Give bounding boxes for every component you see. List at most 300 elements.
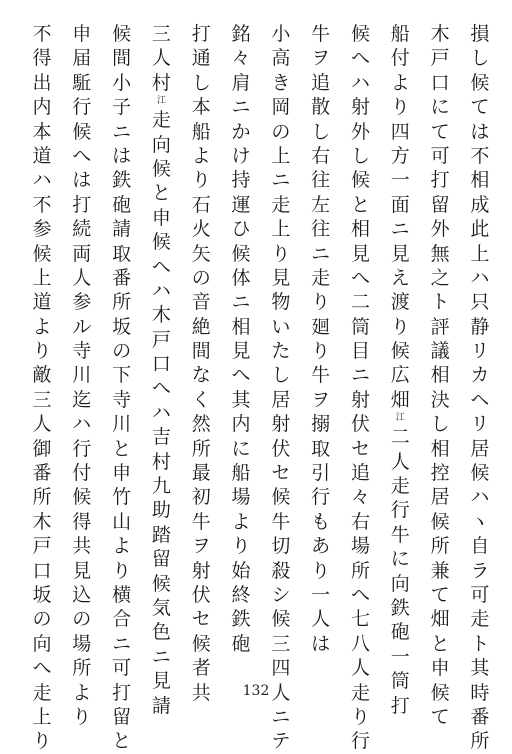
glyph: 行 [350,730,370,753]
text-column [70,22,94,728]
glyph: 共 [72,535,92,558]
glyph: 只 [470,291,490,314]
glyph: ハ [151,401,171,424]
glyph: 往 [311,169,331,192]
glyph: 候 [430,681,450,704]
glyph: 三 [32,388,52,411]
text-column [189,22,213,704]
glyph: 寺 [112,388,132,411]
glyph: 見 [231,340,251,363]
glyph: 運 [231,193,251,216]
glyph: ひ [231,218,251,241]
glyph: 申 [430,657,450,680]
glyph: 木 [430,23,450,45]
text-segment [390,22,410,412]
glyph: 付 [72,462,92,485]
glyph: ニ [390,218,410,241]
glyph: 外 [430,218,450,241]
glyph: 請 [112,218,132,241]
glyph: 留 [151,548,171,571]
glyph: 候 [350,23,370,45]
glyph: 人 [390,450,410,473]
glyph: 候 [430,510,450,533]
glyph: 得 [72,510,92,533]
glyph: ニ [311,242,331,265]
glyph: し [311,120,331,143]
glyph: け [231,144,251,167]
glyph: 寺 [72,340,92,363]
glyph: り [191,169,211,192]
glyph: 駈 [72,71,92,94]
glyph: 走 [311,266,331,289]
text-segment [311,363,331,583]
text-column [30,22,54,753]
glyph: 見 [72,559,92,582]
glyph: 気 [151,596,171,619]
glyph: 評 [430,315,450,338]
text-segment [311,22,331,144]
glyph: へ [72,144,92,167]
glyph: へ [350,583,370,606]
text-segment [32,266,52,437]
glyph: 共 [191,681,211,704]
glyph: 砲 [390,621,410,644]
glyph: 坂 [32,583,52,606]
glyph: へ [231,364,251,387]
glyph: 候 [112,23,132,45]
glyph: 搦 [311,413,331,436]
glyph: 筒 [390,670,410,693]
text-segment [191,95,211,412]
text-column [428,22,452,728]
glyph: て [430,120,450,143]
glyph: 江 [156,96,166,107]
glyph: き [271,71,291,94]
glyph: 廻 [311,315,331,338]
text-column [388,22,412,717]
glyph: り [311,291,331,314]
glyph: よ [390,71,410,94]
glyph: 届 [72,47,92,70]
glyph: 子 [112,96,132,119]
glyph: 方 [390,144,410,167]
text-column [349,22,373,753]
glyph: 戸 [32,535,52,558]
glyph: と [112,437,132,460]
glyph: 村 [151,71,171,94]
glyph: 走 [390,475,410,498]
text-segment [311,144,331,364]
glyph: 二 [350,291,370,314]
glyph: 畑 [390,388,410,411]
glyph: り [271,242,291,265]
glyph: 場 [231,486,251,509]
glyph: 打 [430,169,450,192]
glyph: 内 [32,96,52,119]
glyph: 川 [112,413,132,436]
glyph: セ [271,462,291,485]
text-segment [32,120,52,266]
glyph: 人 [350,657,370,680]
glyph: 人 [311,608,331,631]
glyph: よ [231,510,251,533]
glyph: 銘 [231,23,251,45]
text-column [110,22,134,753]
glyph: ニ [271,705,291,728]
glyph: 音 [191,291,211,314]
text-segment [151,108,171,303]
glyph: 相 [350,218,370,241]
glyph: 控 [430,462,450,485]
glyph: 申 [112,462,132,485]
glyph: 最 [191,462,211,485]
glyph: 得 [32,47,52,70]
glyph: 初 [191,486,211,509]
glyph: 損 [470,23,490,45]
glyph: ヽ [470,510,490,533]
glyph: 候 [271,608,291,631]
glyph: 所 [112,291,132,314]
glyph: へ [151,255,171,278]
glyph: 助 [151,499,171,522]
glyph: 可 [470,583,490,606]
glyph: り [72,705,92,728]
glyph: ニ [151,645,171,668]
glyph: 出 [32,71,52,94]
glyph: へ [350,47,370,70]
glyph: 留 [430,193,450,216]
text-segment [390,425,410,523]
glyph: は [72,169,92,192]
glyph: り [231,535,251,558]
glyph: 上 [32,705,52,728]
glyph: 高 [271,47,291,70]
glyph: よ [32,315,52,338]
glyph: ハ [470,486,490,509]
glyph: ハ [32,169,52,192]
glyph: 牛 [271,510,291,533]
glyph: よ [191,144,211,167]
text-segment [351,290,371,461]
glyph: 船 [390,23,410,45]
text-segment [430,437,450,559]
glyph: 其 [470,657,490,680]
glyph: 人 [32,413,52,436]
glyph: 続 [72,218,92,241]
glyph: ハ [470,266,490,289]
glyph: 所 [470,730,490,753]
glyph: 伏 [350,413,370,436]
glyph: 行 [390,499,410,522]
glyph: 上 [470,242,490,265]
glyph: 四 [271,657,291,680]
glyph: 迄 [72,388,92,411]
glyph: 三 [271,632,291,655]
glyph: 々 [231,47,251,70]
glyph: 一 [390,645,410,668]
glyph: 向 [151,133,171,156]
glyph: 然 [191,413,211,436]
glyph: 所 [430,535,450,558]
glyph: 上 [271,144,291,167]
glyph: 道 [32,291,52,314]
glyph: リ [470,413,490,436]
glyph: 坂 [112,315,132,338]
glyph: 候 [151,157,171,180]
glyph: と [151,182,171,205]
glyph: り [112,559,132,582]
text-segment [470,534,490,754]
glyph: 色 [151,621,171,644]
glyph: ニ [231,291,251,314]
glyph: 一 [390,169,410,192]
glyph: え [390,266,410,289]
glyph: も [311,510,331,533]
glyph: 走 [32,681,52,704]
text-column [309,22,333,655]
glyph: 相 [231,315,251,338]
interlinear-note [151,95,171,108]
text-segment [390,596,410,718]
glyph: 絶 [191,315,211,338]
glyph: 取 [112,242,132,265]
text-segment [72,559,92,730]
glyph: 砲 [231,632,251,655]
glyph: 岡 [271,96,291,119]
text-column [468,22,492,753]
glyph: 間 [112,47,132,70]
glyph: 吉 [151,426,171,449]
text-segment [231,22,251,388]
glyph: 八 [350,632,370,655]
glyph: し [430,413,450,436]
glyph: 石 [191,193,211,216]
glyph: 始 [231,559,251,582]
glyph: 本 [191,96,211,119]
text-segment [351,95,371,290]
text-segment [470,217,490,534]
glyph: り [390,96,410,119]
glyph: ル [72,315,92,338]
glyph: 筒 [350,315,370,338]
glyph: 行 [72,96,92,119]
glyph: 終 [231,583,251,606]
glyph: 射 [350,96,370,119]
glyph: く [191,388,211,411]
glyph: 物 [271,291,291,314]
glyph: セ [191,608,211,631]
glyph: ニ [271,169,291,192]
glyph: 口 [430,71,450,94]
glyph: 其 [231,388,251,411]
glyph: に [430,96,450,119]
glyph: 本 [32,120,52,143]
glyph: 引 [311,462,331,485]
glyph: へ [32,657,52,680]
glyph: ニ [112,120,132,143]
glyph: 候 [72,486,92,509]
glyph: 候 [271,486,291,509]
glyph: 往 [311,218,331,241]
glyph: と [112,730,132,753]
glyph: 不 [32,193,52,216]
text-segment [271,412,291,632]
glyph: 候 [231,242,251,265]
glyph: 相 [470,169,490,192]
text-segment [470,22,490,217]
text-segment [430,559,450,730]
glyph: 居 [430,486,450,509]
glyph: 山 [112,510,132,533]
text-segment [151,22,171,71]
glyph: 者 [191,657,211,680]
glyph: 間 [191,340,211,363]
glyph: 候 [390,340,410,363]
glyph: 合 [112,608,132,631]
glyph: 七 [350,608,370,631]
text-column [229,22,253,655]
glyph: あ [311,535,331,558]
glyph: 右 [311,144,331,167]
glyph: 参 [72,291,92,314]
glyph: へ [350,266,370,289]
glyph: 散 [311,96,331,119]
glyph: 見 [151,670,171,693]
glyph: 一 [311,583,331,606]
glyph: ニ [350,364,370,387]
glyph: ラ [470,559,490,582]
glyph: て [430,583,450,606]
text-segment [32,22,52,120]
glyph: 渡 [390,291,410,314]
glyph: 向 [32,632,52,655]
text-segment [311,583,331,656]
text-segment [151,425,171,718]
glyph: ヲ [311,388,331,411]
glyph: 戸 [151,328,171,351]
glyph: 牛 [390,523,410,546]
text-segment [32,437,52,754]
glyph: の [32,608,52,631]
glyph: 参 [32,218,52,241]
text-column [269,22,293,753]
glyph: の [112,340,132,363]
glyph: 持 [231,169,251,192]
glyph: 不 [32,23,52,45]
glyph: 木 [32,510,52,533]
glyph: 切 [271,535,291,558]
glyph: 取 [311,437,331,460]
glyph: 候 [350,169,370,192]
text-segment [351,22,371,95]
glyph: 面 [390,193,410,216]
glyph: 目 [350,340,370,363]
glyph: 外 [350,120,370,143]
text-segment [151,71,171,95]
glyph: 向 [390,572,410,595]
glyph: 体 [231,266,251,289]
glyph: 牛 [311,23,331,45]
glyph: て [470,96,490,119]
glyph: 竹 [112,486,132,509]
glyph: 人 [151,47,171,70]
glyph: り [390,315,410,338]
glyph: 内 [231,413,251,436]
glyph: 成 [470,193,490,216]
glyph: 場 [72,632,92,655]
glyph: 走 [350,681,370,704]
glyph: 二 [390,426,410,449]
text-segment [351,461,371,754]
glyph: 火 [191,218,211,241]
glyph: 之 [430,266,450,289]
glyph: 居 [470,437,490,460]
glyph: 敵 [32,364,52,387]
glyph: 鉄 [112,169,132,192]
glyph: 番 [112,266,132,289]
glyph: 候 [72,120,92,143]
glyph: か [231,120,251,143]
glyph: 候 [151,572,171,595]
glyph: 射 [191,559,211,582]
glyph: 所 [191,437,211,460]
glyph: 小 [112,71,132,94]
glyph: の [191,266,211,289]
text-segment [430,22,450,437]
text-segment [231,388,251,656]
glyph: は [470,120,490,143]
text-segment [72,193,92,559]
glyph: 鉄 [231,608,251,631]
text-segment [151,303,171,425]
glyph: 可 [112,657,132,680]
glyph: 道 [32,144,52,167]
glyph: た [271,340,291,363]
glyph: と [430,632,450,655]
glyph: な [191,364,211,387]
glyph: り [32,730,52,753]
glyph: 追 [311,71,331,94]
glyph: 留 [112,705,132,728]
glyph: 追 [350,462,370,485]
text-segment [390,523,410,596]
glyph: 候 [151,231,171,254]
text-segment [191,412,211,461]
glyph: 小 [271,23,291,45]
glyph: い [271,315,291,338]
glyph: に [231,437,251,460]
glyph: セ [350,437,370,460]
glyph: よ [112,535,132,558]
glyph: 時 [470,681,490,704]
glyph: 請 [151,694,171,717]
glyph: 居 [271,388,291,411]
glyph: 候 [470,462,490,485]
glyph: し [191,71,211,94]
text-segment [191,22,211,95]
glyph: 口 [32,559,52,582]
glyph: 川 [72,364,92,387]
glyph: 四 [390,120,410,143]
glyph: ハ [151,279,171,302]
glyph: 両 [72,242,92,265]
glyph: 畑 [430,608,450,631]
glyph: 候 [470,71,490,94]
glyph: へ [151,377,171,400]
glyph: 鉄 [390,596,410,619]
glyph: 此 [470,218,490,241]
glyph: の [72,608,92,631]
